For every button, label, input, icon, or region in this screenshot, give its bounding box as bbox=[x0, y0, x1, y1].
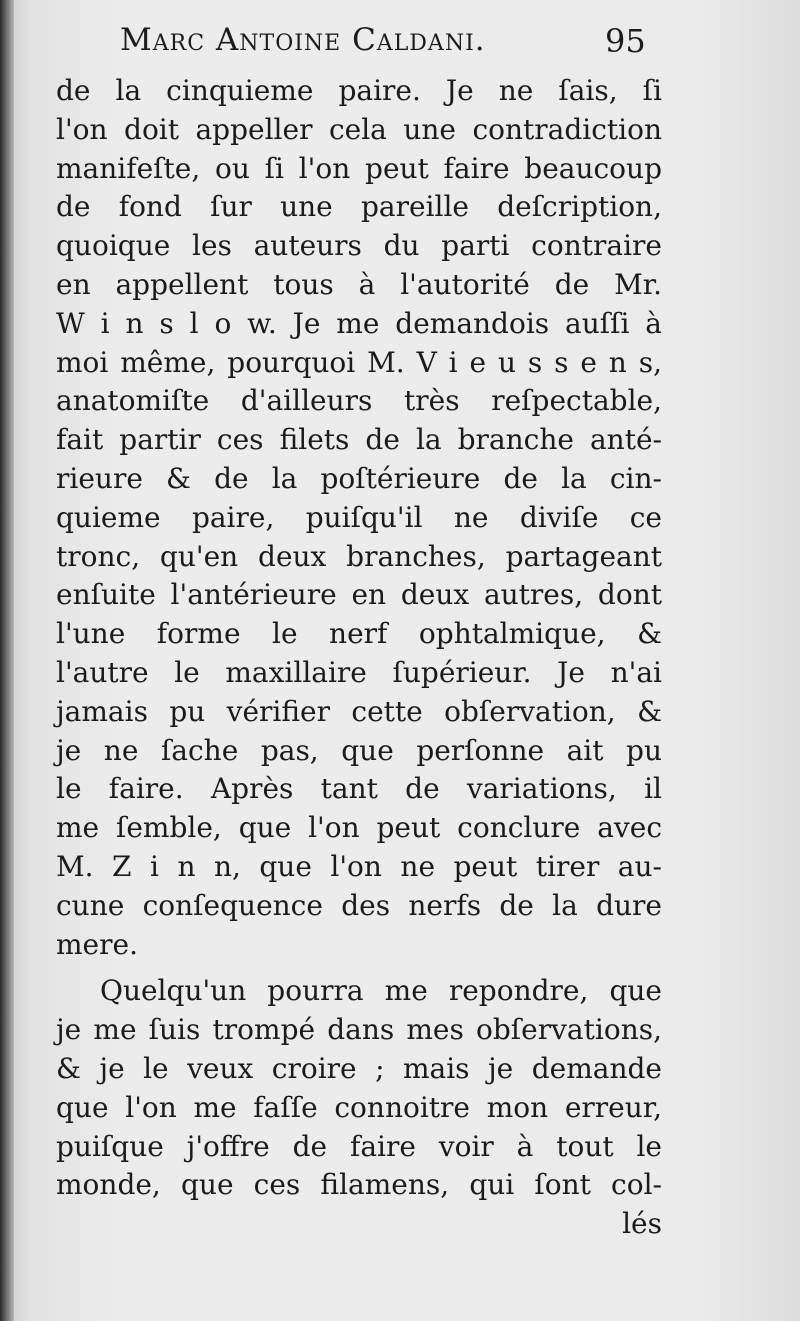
text-line: l'une forme le nerf ophtalmique, & bbox=[56, 617, 662, 651]
text-line: me ſemble, que l'on peut conclure avec bbox=[56, 811, 662, 845]
text-line: anatomiſte d'ailleurs très reſpectable, bbox=[56, 384, 662, 418]
text-line: moi même, pourquoi M. V i e u s s e n s, bbox=[56, 345, 662, 379]
text-line: cune conſequence des nerfs de la dure bbox=[56, 888, 662, 922]
text-line: quoique les auteurs du parti contraire bbox=[56, 229, 662, 263]
text-line: & je le veux croire ; mais je demande bbox=[56, 1051, 662, 1085]
text-line: enſuite l'antérieure en deux autres, dont bbox=[56, 578, 662, 612]
text-line: M. Z i n n, que l'on ne peut tirer au- bbox=[56, 849, 662, 883]
paragraph-2 bbox=[56, 972, 662, 1011]
text-line: de la cinquieme paire. Je ne ſais, ſi bbox=[56, 74, 662, 107]
page-number: 95 bbox=[605, 22, 646, 60]
text-line: l'autre le maxillaire ſupérieur. Je n'ai bbox=[56, 655, 662, 689]
page-gutter-shadow bbox=[0, 0, 14, 1321]
text-line: quieme paire, puiſqu'il ne diviſe ce bbox=[56, 500, 662, 534]
text-line: rieure & de la poſtérieure de la cin- bbox=[56, 461, 662, 495]
body-text bbox=[56, 72, 662, 1244]
text-line: de fond ſur une pareille deſcription, bbox=[56, 190, 662, 224]
text-line: puiſque j'offre de faire voir à tout le bbox=[56, 1129, 662, 1163]
running-head: Marc Antoine Caldani. bbox=[120, 22, 486, 58]
text-line: Quelqu'un pourra me repondre, que bbox=[100, 974, 662, 1008]
text-line: que l'on me faſſe connoitre mon erreur, bbox=[56, 1090, 662, 1124]
text-line: jamais pu vérifier cette obſervation, & bbox=[56, 694, 662, 728]
text-line: le faire. Après tant de variations, il bbox=[56, 772, 662, 806]
page-header bbox=[120, 22, 660, 72]
text-line: l'on doit appeller cela une contradiction bbox=[56, 112, 662, 146]
catchword: lés bbox=[622, 1207, 662, 1241]
text-line: en appellent tous à l'autorité de Mr. bbox=[56, 267, 662, 301]
text-line: monde, que ces filamens, qui ſont col- bbox=[56, 1168, 662, 1202]
text-line: manifeſte, ou ſi l'on peut faire beaucoup bbox=[56, 151, 662, 185]
text-line: tronc, qu'en deux branches, partageant bbox=[56, 539, 662, 573]
paragraph-2-continued bbox=[56, 1011, 662, 1205]
text-line: fait partir ces filets de la branche anté- bbox=[56, 423, 662, 457]
paragraph-1 bbox=[56, 72, 662, 964]
text-line: je ne ſache pas, que perſonne ait pu bbox=[56, 733, 662, 767]
text-line: je me ſuis trompé dans mes obſervations, bbox=[56, 1013, 662, 1047]
text-line: mere. bbox=[56, 927, 138, 961]
text-line: W i n s l o w. Je me demandois auſſi à bbox=[56, 306, 662, 340]
